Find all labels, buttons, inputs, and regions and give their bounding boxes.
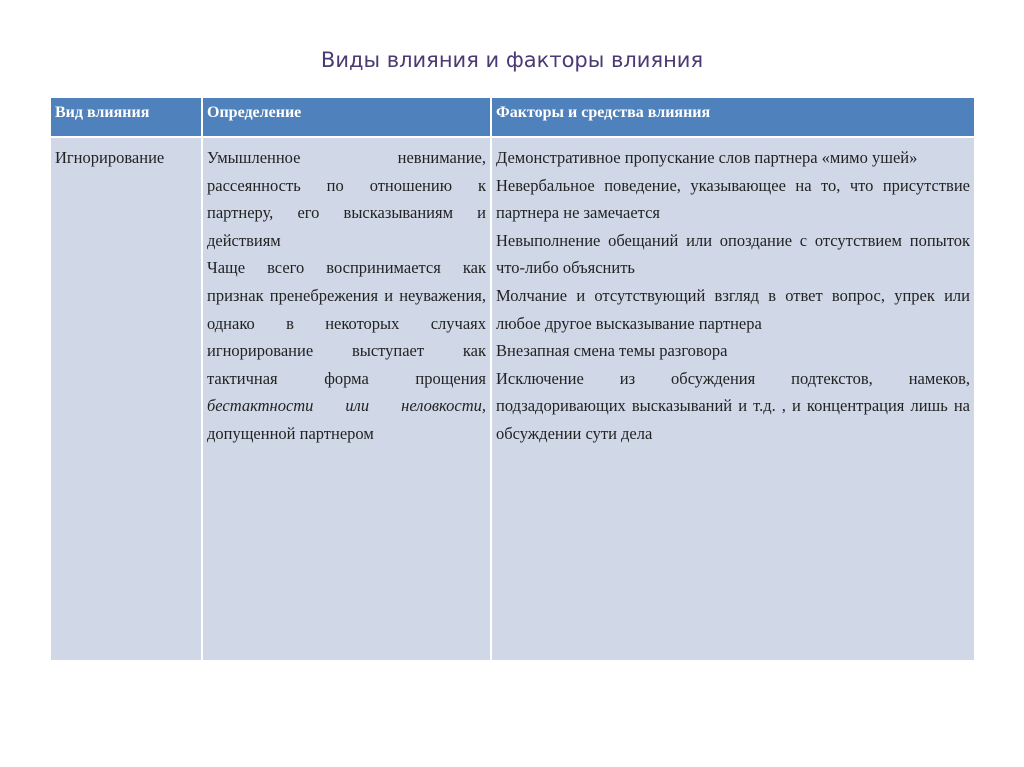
table-header-row: [51, 98, 974, 136]
table-row: [51, 138, 974, 660]
definition-paragraph-2: [207, 254, 486, 447]
factor-item: Демонстративное пропускание слов партнера «мимо ушей»: [496, 148, 918, 167]
header-type: Вид влияния: [51, 98, 201, 136]
cell-definition: [203, 138, 490, 660]
factor-item: Невыполнение обещаний или опоздание с отсутствием попыток что-либо объяснить: [496, 230, 970, 278]
factor-item: Внезапная смена темы разговора: [496, 341, 728, 361]
definition-p2-italic: бестактности или неловкости,: [207, 396, 486, 416]
definition-p2-start: Чаще всего воспринимается как признак пренебрежения и неуважения, однако в некоторых случаях игнорирование выступает как тактичная форма прощения: [207, 258, 486, 388]
cell-factors: [492, 138, 974, 660]
slide-title: Виды влияния и факторы влияния: [320, 48, 704, 72]
definition-paragraph-1: Умышленное невнимание, рассеянность по отношению к партнеру, его высказываниям и действиям: [207, 148, 486, 250]
factor-item: Невербальное поведение, указывающее на то, что присутствие партнера не замечается: [496, 175, 970, 223]
factor-item: Молчание и отсутствующий взгляд в ответ вопрос, упрек или любое другое высказывание партнера: [496, 285, 970, 333]
cell-type: Игнорирование: [51, 138, 201, 660]
header-definition: Определение: [203, 98, 490, 136]
influence-table: [49, 96, 976, 662]
header-factors: Факторы и средства влияния: [492, 98, 974, 136]
definition-p2-end: допущенной партнером: [207, 423, 374, 443]
factor-item: Исключение из обсуждения подтекстов, намеков, подзадоривающих высказываний и т.д. , и концентрация лишь на обсуждении сути дела: [496, 368, 970, 443]
